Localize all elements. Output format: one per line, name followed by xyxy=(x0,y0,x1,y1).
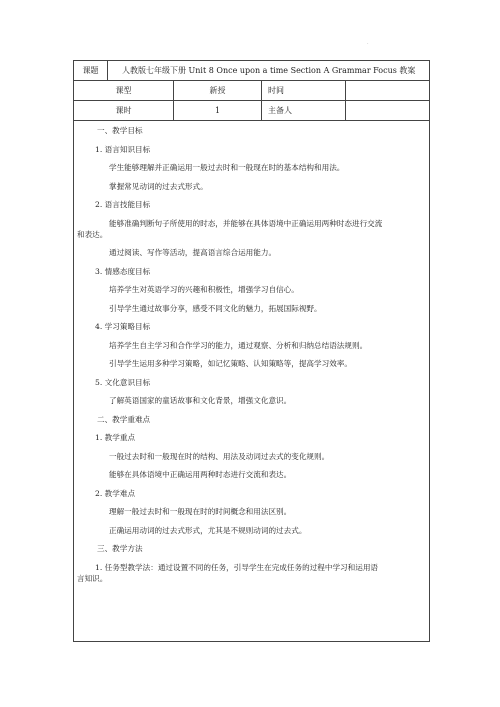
paragraph: 正确运用动词的过去式形式，尤其是不规则动词的过去式。 xyxy=(109,525,307,535)
type-value: 新授 xyxy=(174,81,262,101)
paragraph: 通过阅读、写作等活动，提高语言综合运用能力。 xyxy=(109,248,277,257)
paragraph: 能够在具体语境中正确运用两种时态进行交流和表达。 xyxy=(109,470,292,479)
paragraph: 培养学生对英语学习的兴趣和积极性，增强学习自信心。 xyxy=(109,285,299,294)
paragraph: 理解一般过去时和一般现在时的时间概念和用法区别。 xyxy=(109,507,292,516)
paragraph: 引导学生通过故事分享，感受不同文化的魅力，拓展国际视野。 xyxy=(109,303,322,313)
content-body xyxy=(74,121,429,584)
lesson-plan-table xyxy=(73,60,430,642)
hours-label: 课时 xyxy=(74,101,174,121)
type-label: 课型 xyxy=(74,81,174,101)
content-cell xyxy=(74,121,430,642)
hours-value: 1 xyxy=(174,101,262,121)
paragraph-line: 能够准确判断句子所使用的时态，并能够在具体语境中正确运用两种时态进行交流 xyxy=(109,218,383,228)
subheading: 5. 文化意识目标 xyxy=(95,377,151,387)
preparer-value xyxy=(346,101,430,121)
paragraph: 引导学生运用多种学习策略，如记忆策略、认知策略等，提高学习效率。 xyxy=(109,359,352,368)
section-heading: 二、教学重难点 xyxy=(97,414,151,424)
paragraph: 学生能够理解并正确运用一般过去时和一般现在时的基本结构和用法。 xyxy=(109,163,345,172)
subheading: 4. 学习策略目标 xyxy=(95,322,151,331)
time-label: 时间 xyxy=(262,81,346,101)
topic-value: 人教版七年级下册 Unit 8 Once upon a time Section A Grammar Focus 教案 xyxy=(108,61,430,81)
section-heading: 一、教学目标 xyxy=(97,126,143,135)
subheading: 3. 情感态度目标 xyxy=(95,266,151,276)
decorative-dot: · xyxy=(367,41,369,47)
paragraph: 培养学生自主学习和合作学习的能力，通过观察、分析和归纳总结语法规则。 xyxy=(109,340,368,350)
topic-label: 课题 xyxy=(74,61,108,81)
subheading: 2. 教学难点 xyxy=(95,488,136,498)
paragraph-line: 和表达。 xyxy=(77,229,108,239)
paragraph: 掌握常见动词的过去式形式。 xyxy=(109,181,208,191)
time-value xyxy=(346,81,430,101)
paragraph: 一般过去时和一般现在时的结构、用法及动词过去式的变化规则。 xyxy=(109,451,330,461)
content-row xyxy=(74,121,430,642)
paragraph-line: 言知识。 xyxy=(77,573,108,583)
paragraph: 了解英语国家的童话故事和文化背景，增强文化意识。 xyxy=(109,396,292,405)
subheading: 2. 语言技能目标 xyxy=(95,200,151,209)
section-heading: 三、教学方法 xyxy=(97,544,143,553)
subheading: 1. 语言知识目标 xyxy=(95,144,151,154)
subheading: 1. 教学重点 xyxy=(95,433,136,442)
paragraph-line: 1. 任务型教学法：通过设置不同的任务，引导学生在完成任务的过程中学习和运用语 xyxy=(95,562,379,572)
type-row xyxy=(74,81,430,101)
topic-row xyxy=(74,61,430,81)
preparer-label: 主备人 xyxy=(262,101,346,121)
hours-row xyxy=(74,101,430,121)
